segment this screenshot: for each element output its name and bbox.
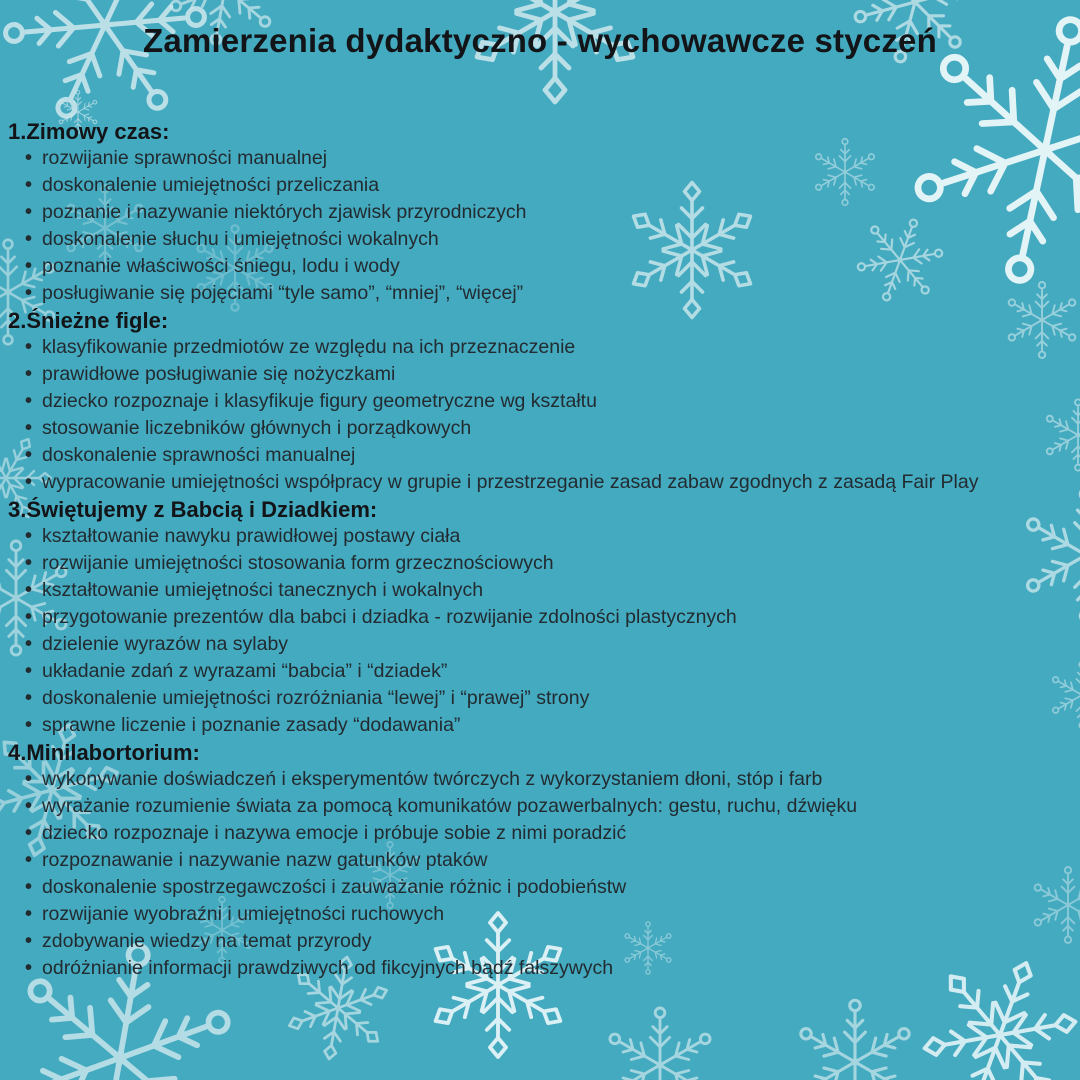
list-item: • poznanie właściwości śniegu, lodu i wody (8, 253, 1076, 280)
list-item: • poznanie i nazywanie niektórych zjawisk przyrodniczych (8, 199, 1076, 226)
list-item: • doskonalenie umiejętności przeliczania (8, 172, 1076, 199)
list-item: • wykonywanie doświadczeń i eksperymentów twórczych z wykorzystaniem dłoni, stóp i farb (8, 766, 1076, 793)
list-item: • prawidłowe posługiwanie się nożyczkami (8, 361, 1076, 388)
list-item: • rozwijanie wyobraźni i umiejętności ruchowych (8, 901, 1076, 928)
list-item: • sprawne liczenie i poznanie zasady “dodawania” (8, 712, 1076, 739)
section-heading: 3.Świętujemy z Babcią i Dziadkiem: (8, 497, 378, 522)
section-list (8, 145, 1076, 307)
list-item: • rozwijanie sprawności manualnej (8, 145, 1076, 172)
section-heading: 1.Zimowy czas: (8, 119, 170, 144)
list-item: • doskonalenie słuchu i umiejętności wokalnych (8, 226, 1076, 253)
list-item: • wyrażanie rozumienie świata za pomocą komunikatów pozawerbalnych: gestu, ruchu, dźwięku (8, 793, 1076, 820)
list-item: • odróżnianie informacji prawdziwych od fikcyjnych bądź fałszywych (8, 955, 1076, 982)
list-item: • posługiwanie się pojęciami “tyle samo”, “mniej”, “więcej” (8, 280, 1076, 307)
section-list (8, 334, 1076, 496)
list-item: • kształtowanie umiejętności tanecznych i wokalnych (8, 577, 1076, 604)
list-item: • doskonalenie sprawności manualnej (8, 442, 1076, 469)
snowflake-icon (606, 1008, 714, 1080)
list-item: • stosowanie liczebników głównych i porządkowych (8, 415, 1076, 442)
section-list (8, 523, 1076, 739)
content (8, 118, 1076, 982)
page-title: Zamierzenia dydaktyczno - wychowawcze styczeń (143, 22, 937, 59)
list-item: • klasyfikowanie przedmiotów ze względu na ich przeznaczenie (8, 334, 1076, 361)
list-item: • rozpoznawanie i nazywanie nazw gatunków ptaków (8, 847, 1076, 874)
section-list (8, 766, 1076, 982)
list-item: • dziecko rozpoznaje i klasyfikuje figury geometryczne wg kształtu (8, 388, 1076, 415)
list-item: • doskonalenie umiejętności rozróżniania “lewej” i “prawej” strony (8, 685, 1076, 712)
list-item: • dzielenie wyrazów na sylaby (8, 631, 1076, 658)
list-item: • dziecko rozpoznaje i nazywa emocje i próbuje sobie z nimi poradzić (8, 820, 1076, 847)
list-item: • kształtowanie nawyku prawidłowej postawy ciała (8, 523, 1076, 550)
list-item: • układanie zdań z wyrazami “babcia” i “dziadek” (8, 658, 1076, 685)
snowflake-icon (796, 1000, 913, 1080)
section-heading: 4.Minilabortorium: (8, 740, 200, 765)
list-item: • doskonalenie spostrzegawczości i zauważanie różnic i podobieństw (8, 874, 1076, 901)
list-item: • przygotowanie prezentów dla babci i dziadka - rozwijanie zdolności plastycznych (8, 604, 1076, 631)
list-item: • rozwijanie umiejętności stosowania form grzecznościowych (8, 550, 1076, 577)
list-item: • zdobywanie wiedzy na temat przyrody (8, 928, 1076, 955)
section-heading: 2.Śnieżne figle: (8, 308, 169, 333)
list-item: • wypracowanie umiejętności współpracy w grupie i przestrzeganie zasad zabaw zgodnych z zasadą Fair Play (8, 469, 1076, 496)
